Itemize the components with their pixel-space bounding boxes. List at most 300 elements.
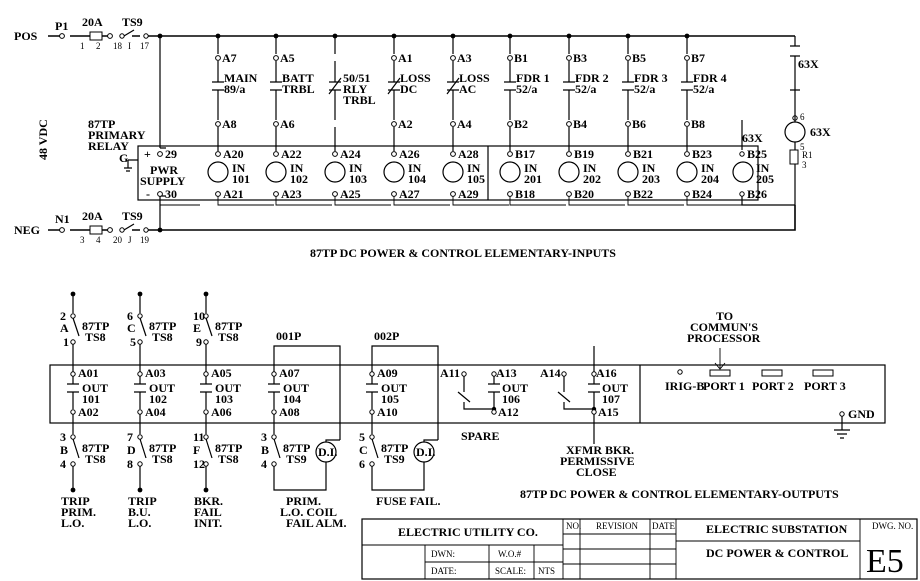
input-label: IN: [349, 161, 363, 175]
terminal-label: B2: [514, 117, 529, 131]
output-terminal-label: A01: [78, 366, 99, 380]
ts-name: 87TP: [149, 441, 177, 455]
input-column: [208, 34, 274, 205]
out106-t2: A13: [496, 366, 517, 380]
pos-label: POS: [14, 29, 38, 43]
input-label: IN: [408, 161, 422, 175]
terminal: [392, 192, 397, 197]
pwr-label: PWR: [150, 163, 178, 177]
input-terminal-label: B23: [692, 147, 713, 161]
output-terminal-label: A10: [377, 405, 398, 419]
ts-terminal: [204, 340, 208, 344]
input-label: IN: [583, 161, 597, 175]
terminal: [274, 192, 279, 197]
terminal: [392, 122, 397, 127]
contact-label: DC: [400, 82, 418, 96]
test-switch-icon: [140, 439, 146, 458]
terminal: [274, 56, 279, 61]
terminal: [508, 192, 513, 197]
ts-terminal: [138, 462, 142, 466]
xfmr-label-2: PERMISSIVE: [560, 454, 635, 468]
input-label: 204: [701, 172, 719, 186]
output-label: OUT: [381, 381, 408, 395]
terminal-label: B3: [573, 51, 588, 65]
out107-t2: A16: [596, 366, 617, 380]
ts-letter: D: [127, 443, 136, 457]
terminal: [204, 372, 208, 376]
contact-icon: [504, 61, 516, 120]
contact-label: 52/a: [516, 82, 538, 96]
output-label: OUT: [283, 381, 310, 395]
contact-label: FDR 2: [575, 71, 609, 85]
terminal-label: B6: [632, 117, 647, 131]
ts-terminal-label: 5: [130, 335, 136, 349]
ts-terminal: [71, 340, 75, 344]
ts-name: 87TP: [149, 319, 177, 333]
contact-label: 50/51: [343, 71, 371, 85]
input-terminal-label: B24: [692, 187, 713, 201]
ts-letter: C: [127, 321, 136, 335]
destination-label: L.O.: [61, 516, 85, 530]
terminal-label: B8: [691, 117, 706, 131]
output-label: 102: [149, 392, 167, 406]
input-terminal-label: B20: [574, 187, 595, 201]
ts-terminal-label: 2: [60, 309, 66, 323]
terminal: [138, 372, 142, 376]
input-coil-icon: [384, 162, 404, 182]
resistor-icon: [790, 150, 798, 164]
port1-icon: [710, 370, 730, 376]
input-label: IN: [467, 161, 481, 175]
terminal: [216, 152, 221, 157]
destination-label: BKR.: [194, 494, 224, 508]
lead-end: [71, 488, 76, 493]
input-label: 202: [583, 172, 601, 186]
ts-letter: E: [193, 321, 202, 335]
terminal: [451, 122, 456, 127]
di-label: D.I.: [318, 445, 338, 459]
output-column: [60, 292, 109, 530]
contact-label: AC: [459, 82, 477, 96]
terminal: [216, 122, 221, 127]
fuse-neg-t1: 3: [80, 235, 85, 245]
resistor-term: 3: [802, 160, 807, 170]
terminal: [508, 56, 513, 61]
contact-label: 89/a: [224, 82, 246, 96]
ts-terminal-label: 4: [60, 457, 66, 471]
terminal: [392, 56, 397, 61]
in205-icon: [733, 162, 753, 182]
input-coil-icon: [618, 162, 638, 182]
lead-end: [204, 488, 209, 493]
irig-label: IRIG-B: [665, 379, 705, 393]
destination-label: FUSE FAIL.: [376, 494, 441, 508]
title-line-2: DC POWER & CONTROL: [706, 546, 849, 560]
coil-term-top: 6: [800, 112, 805, 122]
company-name: ELECTRIC UTILITY CO.: [398, 525, 538, 539]
ts-name: TS8: [85, 452, 106, 466]
contact-icon: [622, 61, 634, 120]
ts-name: TS8: [152, 452, 173, 466]
to-label-1: TO: [716, 309, 734, 323]
input-terminal-label: A21: [223, 187, 244, 201]
contact-icon: [681, 61, 693, 120]
relay-label-1: 87TP: [88, 117, 116, 131]
contact-label: FDR 3: [634, 71, 668, 85]
ts-terminal: [272, 435, 276, 439]
terminal-30: 30: [165, 187, 177, 201]
gnd-label: GND: [848, 407, 875, 421]
input-terminal-label: B19: [574, 147, 595, 161]
contact-label: MAIN: [224, 71, 258, 85]
ts-terminal-label: 12: [193, 457, 205, 471]
input-column: [559, 34, 625, 205]
relay-box: [88, 117, 758, 201]
ts-terminal-label: 6: [127, 309, 133, 323]
to-label-2: COMMUN'S: [690, 320, 758, 334]
terminal: [71, 410, 75, 414]
contact-label: RLY: [343, 82, 368, 96]
ts-name: 87TP: [283, 441, 311, 455]
input-terminal-label: A28: [458, 147, 479, 161]
input-label: IN: [642, 161, 656, 175]
voltage-label: 48 VDC: [36, 119, 50, 160]
out107-label-1: OUT: [602, 381, 629, 395]
test-switch-icon: [372, 439, 378, 458]
fuse-pos-rating: 20A: [82, 15, 103, 29]
input-column: [677, 34, 743, 205]
comms-section: [665, 309, 875, 438]
ts-terminal-label: 11: [193, 430, 205, 444]
ts-terminal: [71, 435, 75, 439]
xfmr-label-3: CLOSE: [576, 465, 617, 479]
out106-label-1: OUT: [502, 381, 529, 395]
input-terminal-label: B17: [515, 147, 536, 161]
terminal-label: A4: [457, 117, 472, 131]
scale-value: NTS: [538, 566, 556, 576]
terminal: [274, 152, 279, 157]
output-terminal-label: A06: [211, 405, 232, 419]
terminal-label: A2: [398, 117, 413, 131]
ts-neg-name: TS9: [122, 209, 143, 223]
input-coil-icon: [325, 162, 345, 182]
port3-icon: [813, 370, 833, 376]
destination-label: FAIL ALM.: [286, 516, 347, 530]
ts-pos-t1: 18: [113, 41, 122, 51]
aux-63x: [733, 36, 831, 205]
loop-label: 002P: [374, 329, 400, 343]
p1-label: P1: [55, 19, 69, 33]
input-terminal-label: A26: [399, 147, 420, 161]
output-terminal-label: A03: [145, 366, 166, 380]
input-column: [266, 34, 332, 205]
ts-letter: B: [60, 443, 69, 457]
terminal: [216, 56, 221, 61]
input-terminal-label: B18: [515, 187, 536, 201]
ts-name: 87TP: [82, 441, 110, 455]
out106-label-2: 106: [502, 392, 520, 406]
destination-label: PRIM.: [61, 505, 96, 519]
test-switch-icon: [206, 439, 212, 458]
ts-terminal: [71, 462, 75, 466]
terminal: [451, 192, 456, 197]
terminal: [685, 192, 690, 197]
terminal-label: A3: [457, 51, 472, 65]
destination-label: L.O. COIL: [280, 505, 338, 519]
input-column: [500, 34, 566, 205]
terminal-label: B4: [573, 117, 588, 131]
terminal: [626, 56, 631, 61]
input-coil-icon: [266, 162, 286, 182]
destination-label: FAIL: [194, 505, 222, 519]
ts-neg-t2: 19: [140, 235, 149, 245]
input-label: IN: [232, 161, 246, 175]
loop-label: 001P: [276, 329, 302, 343]
ts-terminal: [138, 340, 142, 344]
output-terminal-label: A05: [211, 366, 232, 380]
destination-label: B.U.: [128, 505, 151, 519]
input-terminal-label: A23: [281, 187, 302, 201]
terminal-29: 29: [165, 147, 177, 161]
rev-title: REVISION: [596, 521, 638, 531]
terminal-label: B1: [514, 51, 529, 65]
ts-name: TS8: [152, 330, 173, 344]
scale-label: SCALE:: [495, 566, 527, 576]
destination-label: TRIP: [128, 494, 157, 508]
spare-label: SPARE: [461, 429, 500, 443]
output-label: 101: [82, 392, 100, 406]
fuse-neg-icon: [90, 226, 102, 234]
input-column: [384, 34, 450, 205]
contact-label: FDR 4: [693, 71, 727, 85]
test-switch-icon: [73, 439, 79, 458]
input-terminal-label: A25: [340, 187, 361, 201]
terminal: [685, 152, 690, 157]
terminal: [216, 192, 221, 197]
ts-terminal: [370, 462, 374, 466]
ts-name: TS8: [218, 452, 239, 466]
ts-name: 87TP: [215, 441, 243, 455]
terminal: [370, 372, 374, 376]
input-coil-icon: [208, 162, 228, 182]
fuse-neg-rating: 20A: [82, 209, 103, 223]
ts-name: 87TP: [215, 319, 243, 333]
input-column: [443, 34, 509, 205]
terminal: [451, 152, 456, 157]
input-coil-icon: [443, 162, 463, 182]
contact-icon: [563, 61, 575, 120]
ts-terminal: [138, 435, 142, 439]
terminal: [685, 56, 690, 61]
input-label: 101: [232, 172, 250, 186]
terminal-label: A5: [280, 51, 295, 65]
ts-terminal-label: 7: [127, 430, 133, 444]
rev-no: NO.: [566, 521, 582, 531]
input-columns: [160, 34, 743, 205]
output-label: OUT: [82, 381, 109, 395]
ts-terminal-label: 1: [63, 335, 69, 349]
neg-label: NEG: [14, 223, 41, 237]
output-column: [193, 292, 242, 530]
output-label: OUT: [149, 381, 176, 395]
ts-terminal: [71, 314, 75, 318]
output-label: 104: [283, 392, 301, 406]
terminal: [685, 122, 690, 127]
ts-terminal-label: 3: [60, 430, 66, 444]
di-label: D.I.: [416, 445, 436, 459]
contact-icon: [447, 61, 459, 120]
input-terminal-label: A27: [399, 187, 420, 201]
input-label: 102: [290, 172, 308, 186]
input-terminal-label: A20: [223, 147, 244, 161]
output-columns: [60, 292, 440, 530]
ts-terminal-label: 9: [196, 335, 202, 349]
in205-label-2: 205: [756, 172, 774, 186]
input-label: 203: [642, 172, 660, 186]
input-label: IN: [524, 161, 538, 175]
out106: [440, 366, 528, 443]
out107-t3: A15: [598, 405, 619, 419]
terminal-label: A6: [280, 117, 295, 131]
input-terminal-label: B22: [633, 187, 654, 201]
fuse-pos-t1: 1: [80, 41, 85, 51]
terminal: [274, 122, 279, 127]
title-block: [362, 519, 917, 580]
input-terminal-label: B21: [633, 147, 654, 161]
terminal: [567, 192, 572, 197]
output-column: [261, 329, 346, 530]
out107-label-2: 107: [602, 392, 620, 406]
in-63x-contact: 63X: [742, 131, 763, 145]
contact-label: LOSS: [459, 71, 490, 85]
terminal: [272, 410, 276, 414]
port1-label: PORT 1: [703, 379, 745, 393]
sheet-number: E5: [866, 543, 904, 580]
inputs-title: 87TP DC POWER & CONTROL ELEMENTARY-INPUTS: [310, 246, 616, 260]
ts-letter: F: [193, 443, 201, 457]
output-column: [359, 329, 440, 508]
port3-label: PORT 3: [804, 379, 846, 393]
ts-name: 87TP: [82, 319, 110, 333]
ts-terminal-label: 5: [359, 430, 365, 444]
ts-name: TS8: [218, 330, 239, 344]
destination-label: TRIP: [61, 494, 90, 508]
ts-terminal: [370, 435, 374, 439]
out107: [540, 346, 635, 479]
ts-terminal-label: 3: [261, 430, 267, 444]
terminal-label: B7: [691, 51, 706, 65]
contact-label: 52/a: [634, 82, 656, 96]
supply-label: SUPPLY: [140, 174, 186, 188]
terminal: [567, 56, 572, 61]
output-terminal-label: A08: [279, 405, 300, 419]
input-label: 105: [467, 172, 485, 186]
wo-label: W.O.#: [498, 549, 522, 559]
contact-icon: [212, 61, 224, 120]
test-switch-icon: [206, 318, 212, 336]
contact-icon: [388, 61, 400, 120]
input-label: 103: [349, 172, 367, 186]
terminal: [333, 192, 338, 197]
n1-label: N1: [55, 212, 70, 226]
output-label: 103: [215, 392, 233, 406]
ts-pos-t2: 17: [140, 41, 149, 51]
contact-label: 52/a: [575, 82, 597, 96]
test-switch-icon: [140, 318, 146, 336]
terminal: [451, 56, 456, 61]
terminal: [567, 122, 572, 127]
test-switch-icon: [73, 318, 79, 336]
terminal-label: A7: [222, 51, 237, 65]
output-terminal-label: A09: [377, 366, 398, 380]
terminal: [392, 152, 397, 157]
port2-label: PORT 2: [752, 379, 794, 393]
minus-sign: -: [146, 187, 150, 201]
ts-neg-letter: J: [128, 235, 132, 245]
relay-label-3: RELAY: [88, 139, 129, 153]
port2-icon: [762, 370, 782, 376]
relay-label-2: PRIMARY: [88, 128, 146, 142]
ts-terminal: [138, 314, 142, 318]
rev-date: DATE: [652, 521, 675, 531]
fuse-pos-icon: [90, 32, 102, 40]
title-line-1: ELECTRIC SUBSTATION: [706, 522, 848, 536]
output-terminal-label: A04: [145, 405, 166, 419]
contact-label: FDR 1: [516, 71, 550, 85]
input-terminal-label: A24: [340, 147, 361, 161]
input-label: 104: [408, 172, 426, 186]
terminal: [508, 152, 513, 157]
xfmr-label-1: XFMR BKR.: [566, 443, 634, 457]
dwg-no-label: DWG. NO.: [872, 521, 914, 531]
ts-pos-name: TS9: [122, 15, 143, 29]
dwn-label: DWN:: [431, 549, 455, 559]
destination-label: L.O.: [128, 516, 152, 530]
contact-label: TRBL: [343, 93, 376, 107]
terminal: [71, 372, 75, 376]
input-terminal-label: A29: [458, 187, 479, 201]
outputs-title: 87TP DC POWER & CONTROL ELEMENTARY-OUTPUTS: [520, 487, 839, 501]
terminal: [138, 410, 142, 414]
in205-label-1: IN: [756, 161, 770, 175]
output-terminal-label: A02: [78, 405, 99, 419]
destination-label: PRIM.: [286, 494, 321, 508]
coil-63x-label: 63X: [810, 125, 831, 139]
to-label-3: PROCESSOR: [687, 331, 761, 345]
ts-pos-letter: I: [128, 41, 131, 51]
ts-terminal: [204, 435, 208, 439]
in205-top: B25: [747, 147, 768, 161]
destination-label: INIT.: [194, 516, 223, 530]
out106-t3: A12: [498, 405, 519, 419]
out106-t1: A11: [440, 366, 461, 380]
resistor-label: R1: [802, 150, 813, 160]
input-label: IN: [290, 161, 304, 175]
ts-name: TS9: [286, 452, 307, 466]
output-terminal-label: A07: [279, 366, 300, 380]
fuse-pos-t2: 2: [96, 41, 101, 51]
ts-letter: A: [60, 321, 69, 335]
ts-letter: C: [359, 443, 368, 457]
contact-icon: [329, 61, 341, 120]
plus-sign: +: [144, 147, 151, 161]
input-column: [618, 34, 684, 205]
in205-bot: B26: [747, 187, 768, 201]
terminal: [626, 122, 631, 127]
coil-term-bot: 5: [800, 142, 805, 152]
fuse-neg-t2: 4: [96, 235, 101, 245]
contact-label: TRBL: [282, 82, 315, 96]
